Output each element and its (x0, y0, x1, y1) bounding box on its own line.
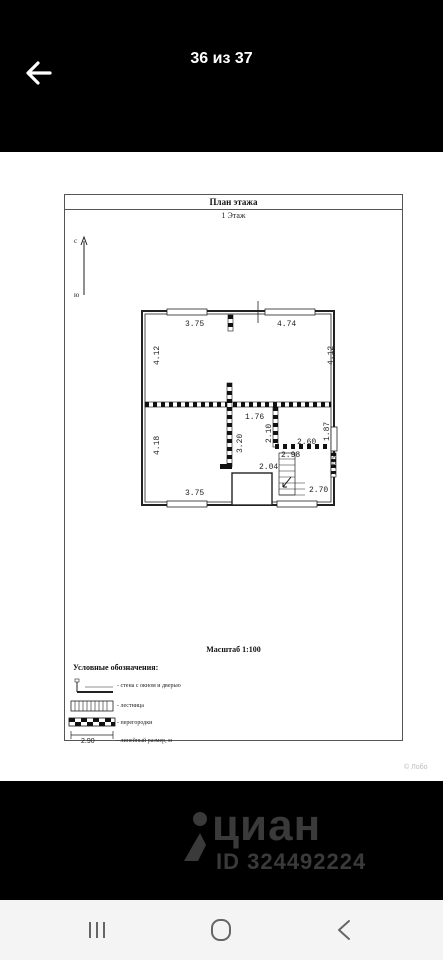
corner-watermark: © Лобо (404, 764, 428, 771)
cian-brand: циан (212, 801, 322, 850)
compass-south: ю (74, 291, 80, 299)
dim-top-left: 3.75 (185, 320, 205, 329)
dim-bath-width: 2.60 (297, 438, 317, 447)
floor-label: 1 Этаж (221, 211, 246, 220)
legend-stairs: - лестница (117, 703, 144, 709)
dim-left-lower: 4.18 (153, 435, 162, 455)
dim-right-upper: 4.12 (327, 345, 336, 365)
top-bar (0, 0, 443, 152)
legend-partition: - перегородки (117, 720, 153, 726)
dim-hall-width: 1.76 (245, 413, 265, 422)
legend-dimension: - линейный размер, м (117, 738, 172, 744)
dim-bath-height: 2.10 (265, 423, 274, 443)
back-icon[interactable] (330, 918, 360, 942)
cian-listing-id: ID 324492224 (216, 849, 367, 874)
plan-title: План этажа (65, 195, 402, 210)
cian-watermark (0, 781, 443, 900)
legend-title: Условные обозначения: (73, 663, 159, 672)
dimension-labels (153, 320, 339, 498)
floor-plan-drawing (65, 195, 402, 740)
compass-north: с (74, 237, 78, 245)
dim-corridor: 2.98 (281, 451, 301, 460)
dim-right-small: 1.87 (323, 421, 332, 441)
dim-left-upper: 4.12 (153, 345, 162, 365)
scale-label: Масштаб 1:100 (206, 645, 261, 654)
floor-plan-photo[interactable] (0, 152, 443, 781)
partition-legend-icon (69, 718, 115, 726)
cian-logo-icon (180, 809, 216, 865)
image-counter: 36 из 37 (190, 50, 253, 67)
legend-symbols (69, 679, 115, 739)
plan-sheet (64, 194, 403, 745)
dim-top-right: 4.74 (277, 320, 297, 329)
system-navbar (0, 900, 443, 960)
compass-icon (74, 237, 87, 299)
wall-legend-icon (75, 679, 113, 692)
recent-apps-icon[interactable] (82, 918, 112, 942)
home-icon[interactable] (206, 918, 236, 942)
dim-hall-height: 3.20 (236, 433, 245, 453)
legend-dimension-value: 2.90 (81, 738, 95, 745)
dim-stair-width: 2.04 (259, 463, 279, 472)
stairs-legend-icon (71, 701, 113, 711)
dim-bottom-left: 3.75 (185, 489, 205, 498)
legend-wall: - стена с окном и дверью (117, 683, 181, 689)
dim-stair-height: 2.06 (330, 455, 339, 475)
dim-bottom-right: 2.70 (309, 486, 329, 495)
